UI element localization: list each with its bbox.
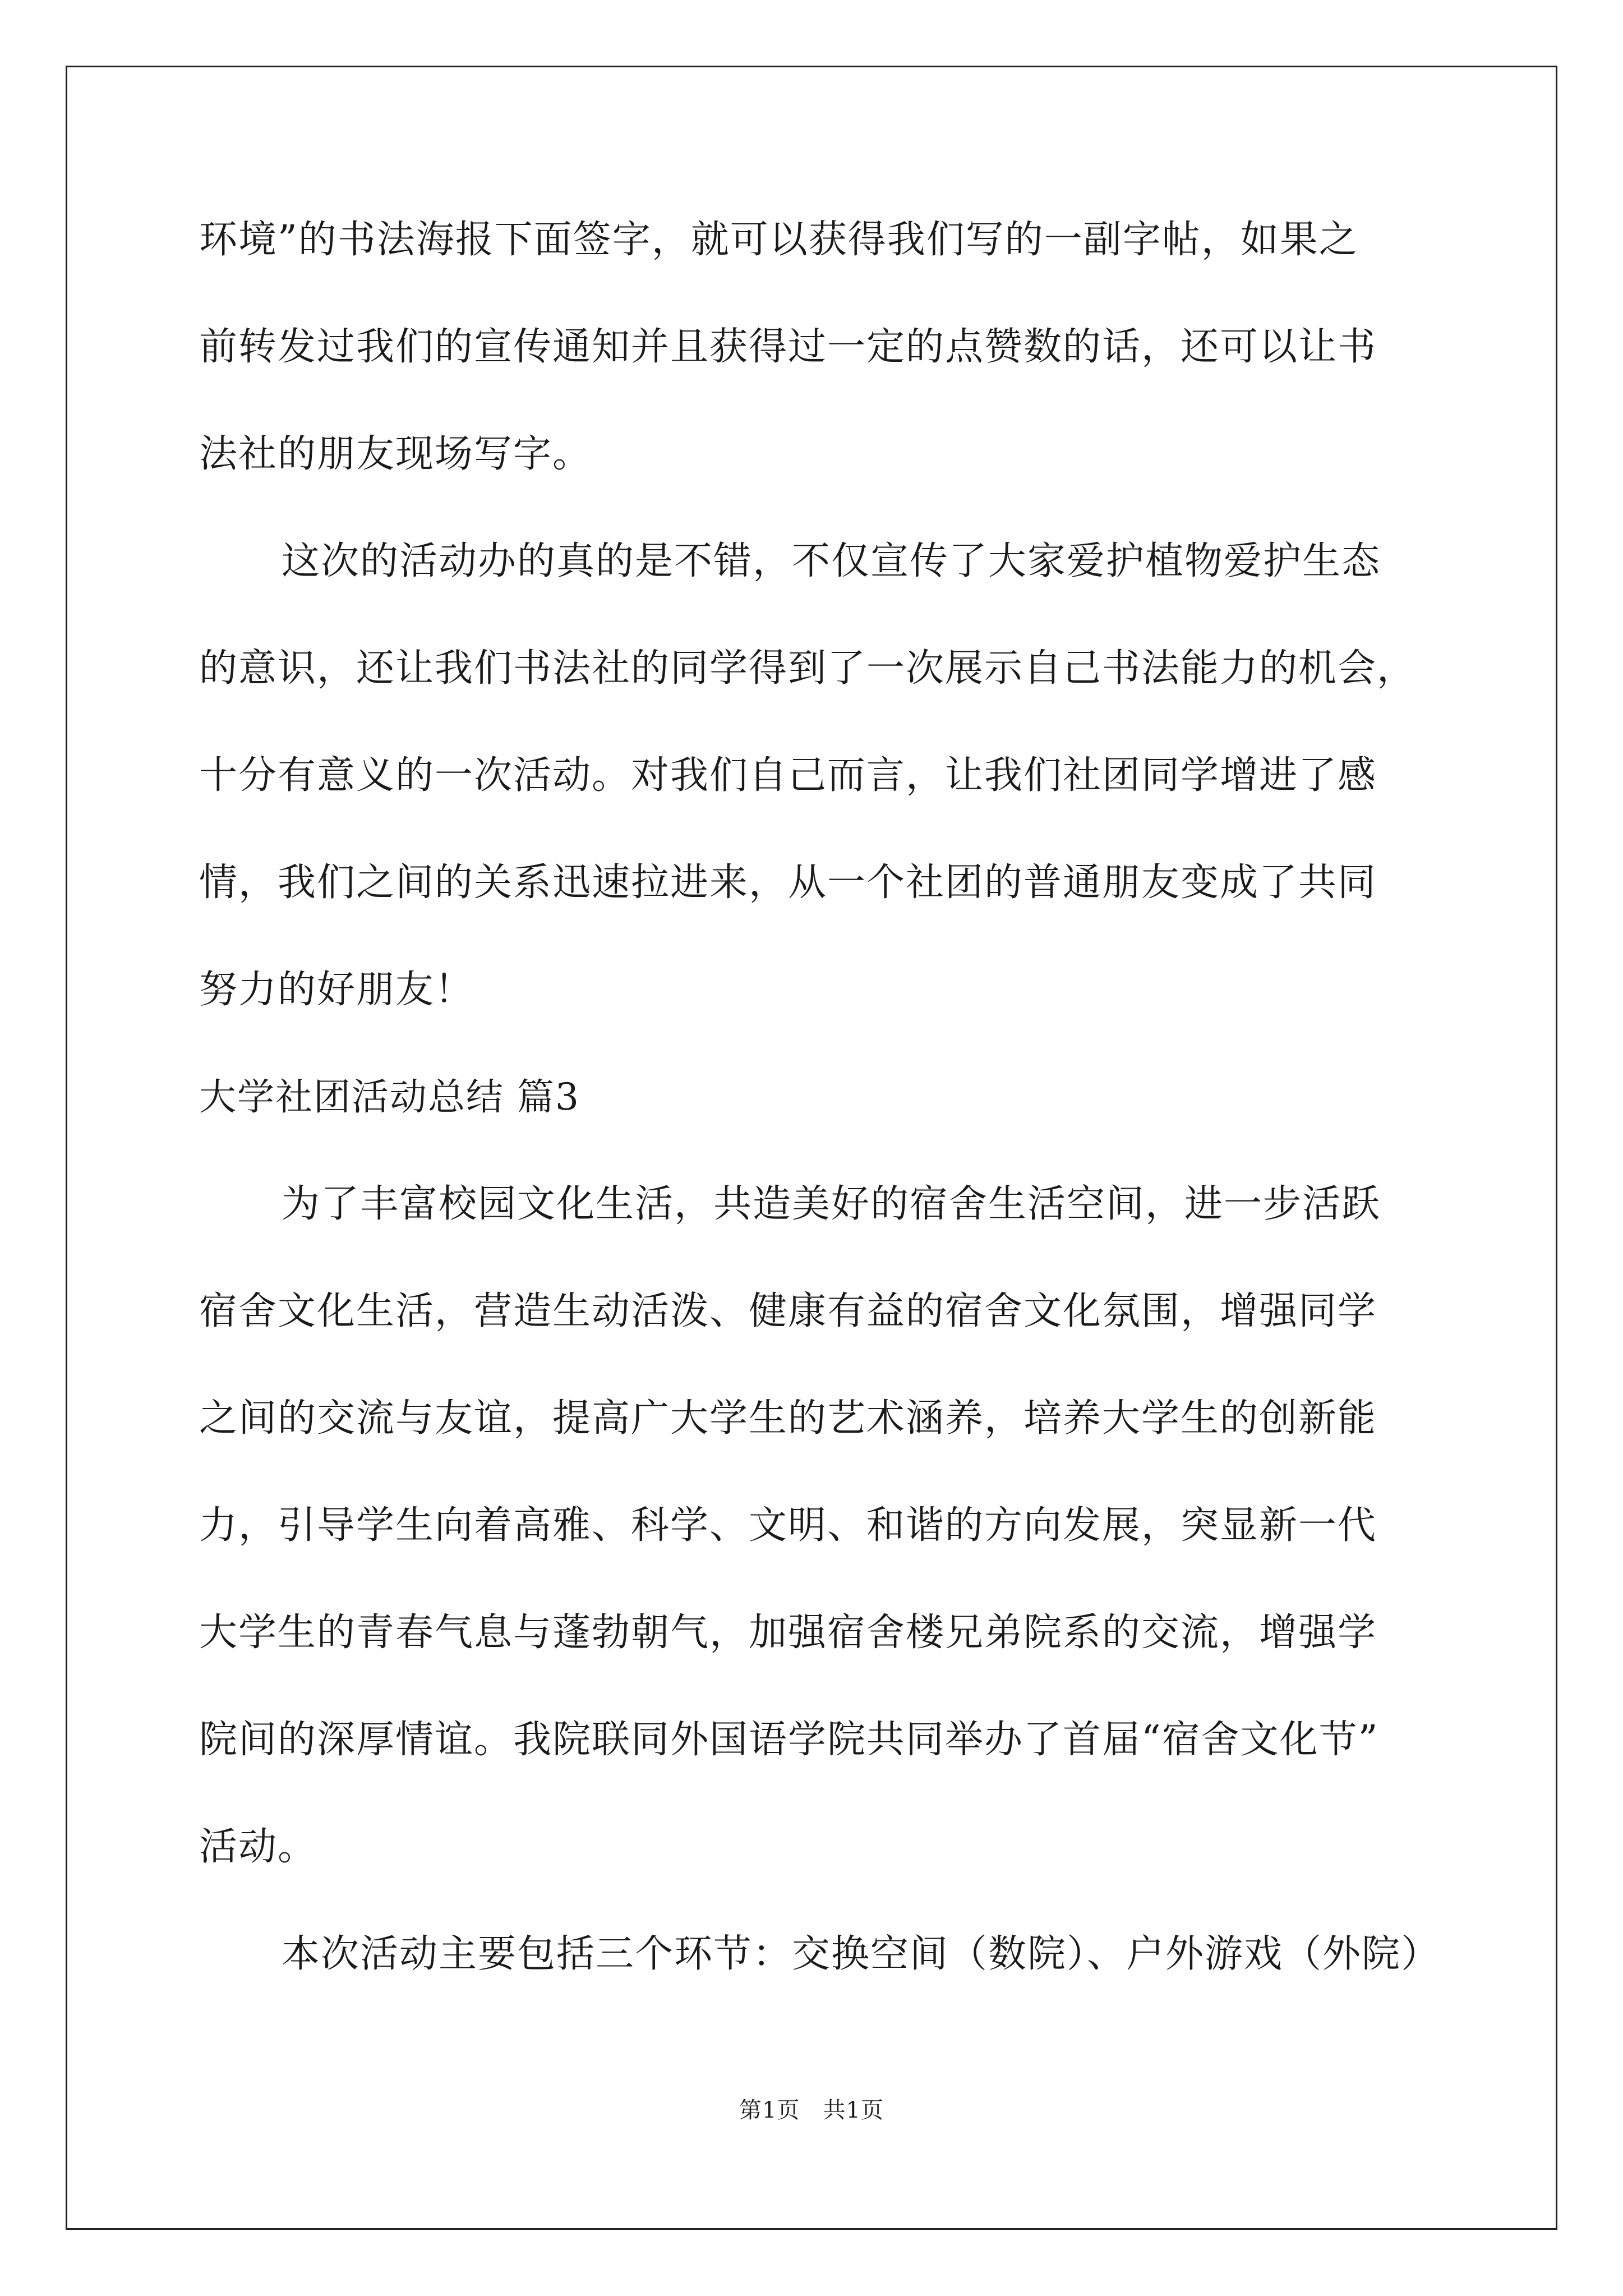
text-line: 活动。 [199, 1825, 317, 1869]
text-line: 之间的交流与友谊，提高广大学生的艺术涵养，培养大学生的创新能 [199, 1396, 1377, 1441]
paragraph-first-line: 为了丰富校园文化生活，共造美好的宿舍生活空间，进一步活跃 [282, 1182, 1381, 1226]
section-heading: 大学社团活动总结 篇3 [199, 1075, 580, 1119]
text-line: 十分有意义的一次活动。对我们自己而言，让我们社团同学增进了感 [199, 753, 1377, 798]
document-body [199, 213, 1441, 2035]
text-line: 前转发过我们的宣传通知并且获得过一定的点赞数的话，还可以让书 [199, 325, 1377, 369]
paragraph-first-line: 这次的活动办的真的是不错，不仅宣传了大家爱护植物爱护生态 [282, 539, 1381, 583]
paragraph-first-line: 本次活动主要包括三个环节：交换空间（数院）、户外游戏（外院） [282, 1932, 1441, 1976]
text-line: 大学生的青春气息与蓬勃朝气，加强宿舍楼兄弟院系的交流，增强学 [199, 1611, 1377, 1655]
text-line: 宿舍文化生活，营造生动活泼、健康有益的宿舍文化氛围，增强同学 [199, 1289, 1377, 1333]
text-line: 的意识，还让我们书法社的同学得到了一次展示自己书法能力的机会， [199, 646, 1417, 691]
text-line: 努力的好朋友！ [199, 968, 474, 1012]
text-line: 环境”的书法海报下面签字，就可以获得我们写的一副字帖，如果之 [199, 218, 1358, 262]
text-line: 法社的朋友现场写字。 [199, 432, 592, 476]
text-line: 力，引导学生向着高雅、科学、文明、和谐的方向发展，突显新一代 [199, 1503, 1377, 1548]
text-line: 院间的深厚情谊。我院联同外国语学院共同举办了首届“宿舍文化节” [199, 1718, 1379, 1762]
page-footer: 第1页 共1页 [739, 2097, 884, 2123]
text-line: 情，我们之间的关系迅速拉进来，从一个社团的普通朋友变成了共同 [199, 861, 1377, 905]
